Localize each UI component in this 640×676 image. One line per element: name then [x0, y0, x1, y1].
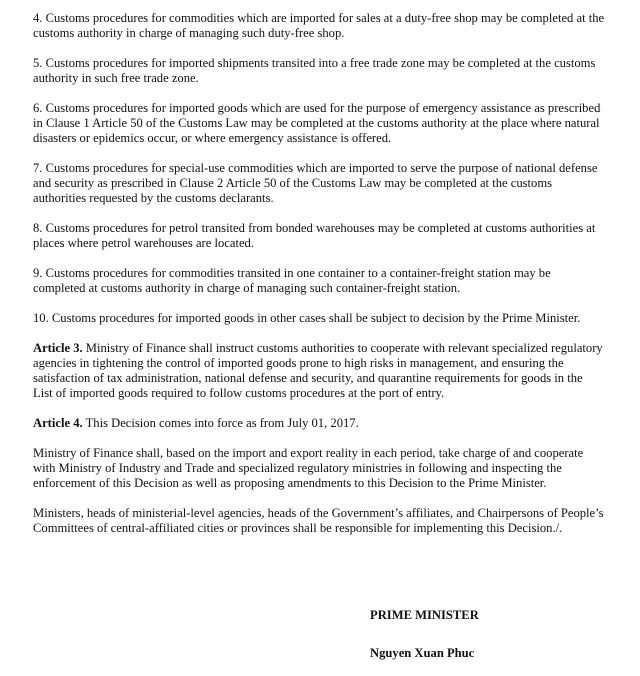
clause-7: 7. Customs procedures for special-use commodities which are imported to serve the purpose of national defense and security as prescribed in Clause 2 Article 50 of the Customs Law may be completed at the customs authorities requested by the customs declarants. — [33, 161, 598, 205]
implementation-paragraph: Ministers, heads of ministerial-level agencies, heads of the Government’s affiliates, and Chairpersons of People’s Committees of central-affiliated cities or provinces shall be responsible for implementing this Decision./. — [33, 506, 604, 535]
document-body — [33, 11, 605, 551]
article-4-text: This Decision comes into force as from July 01, 2017. — [82, 416, 359, 430]
clause-8: 8. Customs procedures for petrol transited from bonded warehouses may be completed at customs authorities at places where petrol warehouses are located. — [33, 221, 596, 250]
article-3 — [33, 341, 605, 401]
finance-ministry-paragraph: Ministry of Finance shall, based on the import and export reality in each period, take charge of and cooperate with Ministry of Industry and Trade and specialized regulatory ministries in following and inspecting the enforcement of this Decision as well as proposing amendments to this Decision to the Prime Minister. — [33, 446, 584, 490]
clause-6: 6. Customs procedures for imported goods which are used for the purpose of emergency assistance as prescribed in Clause 1 Article 50 of the Customs Law may be completed at the customs authority at the place where natural disasters or epidemics occur, or where emergency assistance is offered. — [33, 101, 601, 145]
clause-10: 10. Customs procedures for imported goods in other cases shall be subject to decision by the Prime Minister. — [33, 311, 581, 325]
article-4 — [33, 416, 605, 431]
clause-4: 4. Customs procedures for commodities which are imported for sales at a duty-free shop may be completed at the customs authority in charge of managing such duty-free shop. — [33, 11, 605, 40]
clause-5: 5. Customs procedures for imported shipments transited into a free trade zone may be completed at the customs authority in such free trade zone. — [33, 56, 596, 85]
signatory-name: Nguyen Xuan Phuc — [370, 646, 475, 660]
article-3-text: Ministry of Finance shall instruct customs authorities to cooperate with relevant specialized regulatory agencies in tightening the control of imported goods prone to high risks in management, and ensuring the satisfaction of tax administration, national defense and security, and quarantine requirements for goods in the List of imported goods required to follow customs procedures at the port of entry. — [33, 341, 603, 400]
article-4-label: Article 4. — [33, 416, 83, 430]
signatory-title: PRIME MINISTER — [370, 608, 479, 622]
clause-9: 9. Customs procedures for commodities transited in one container to a container-freight station may be completed at customs authority in charge of managing such container-freight station. — [33, 266, 551, 295]
article-3-label: Article 3. — [33, 341, 83, 355]
